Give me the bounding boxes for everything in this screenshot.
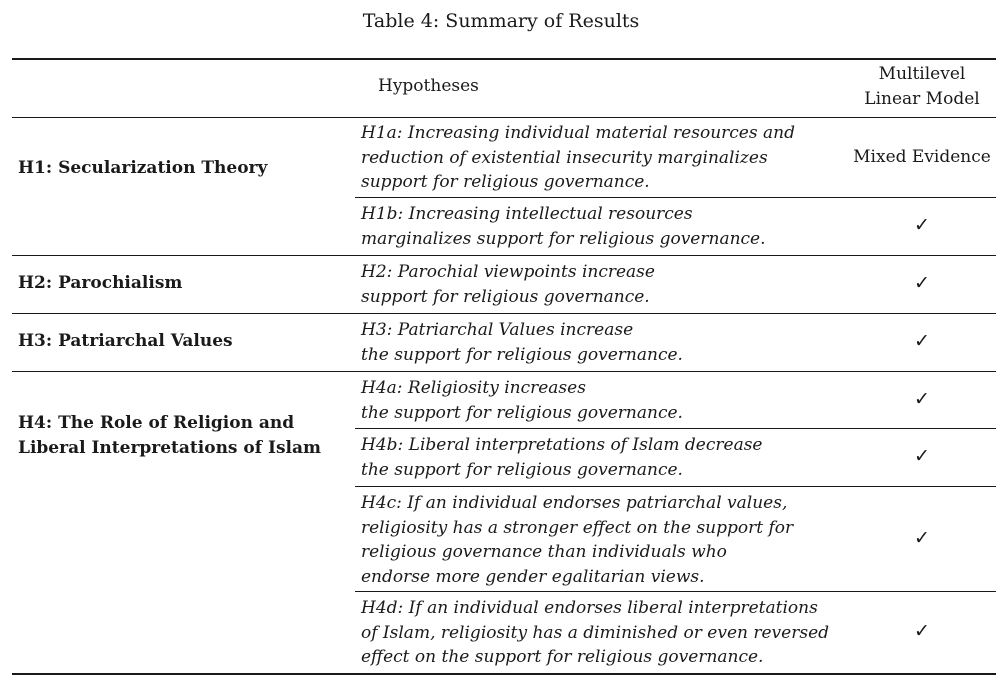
hypothesis-line: H3: Patriarchal Values increase — [361, 320, 634, 340]
group-label-h4 — [18, 411, 321, 460]
hypothesis-line: H1a: Increasing individual material resources and — [361, 123, 795, 143]
row-divider — [355, 428, 996, 429]
hypothesis-text-h4d — [361, 596, 829, 670]
bottom-rule — [12, 673, 996, 675]
hypothesis-line: H4b: Liberal interpretations of Islam decrease — [361, 435, 763, 455]
result-h4c: ✓ — [914, 527, 930, 549]
group-label-h4-line2: Liberal Interpretations of Islam — [18, 437, 321, 458]
hypothesis-text-h1a — [361, 121, 795, 195]
group-divider — [12, 255, 996, 256]
header-model-line2: Linear Model — [864, 88, 980, 109]
group-label-h1: H1: Secularization Theory — [18, 158, 268, 178]
hypothesis-text-h4a — [361, 376, 683, 425]
hypothesis-line: H4d: If an individual endorses liberal interpretations — [361, 598, 818, 618]
group-label-h4-line1: H4: The Role of Religion and — [18, 413, 295, 433]
group-label-h2: H2: Parochialism — [18, 273, 183, 293]
hypothesis-line: H4c: If an individual endorses patriarchal values, — [361, 493, 788, 513]
hypothesis-text-h4b — [361, 433, 762, 482]
table-caption: Table 4: Summary of Results — [362, 10, 640, 32]
header-model-line1: Multilevel — [878, 64, 966, 84]
hypothesis-text-h3 — [361, 318, 683, 367]
row-divider — [355, 591, 996, 592]
hypothesis-line: H4a: Religiosity increases — [361, 378, 586, 398]
result-h4d: ✓ — [914, 620, 930, 642]
hypothesis-line: the support for religious governance. — [361, 402, 683, 423]
result-h1b: ✓ — [914, 214, 930, 236]
result-h4a: ✓ — [914, 388, 930, 410]
hypothesis-line: of Islam, religiosity has a diminished or even reversed — [361, 622, 830, 643]
hypothesis-line: endorse more gender egalitarian views. — [361, 566, 705, 587]
hypothesis-line: H2: Parochial viewpoints increase — [361, 262, 655, 282]
hypothesis-text-h4c — [361, 491, 793, 589]
row-divider — [355, 486, 996, 487]
hypothesis-text-h1b — [361, 202, 766, 251]
result-h2: ✓ — [914, 272, 930, 294]
hypothesis-line: the support for religious governance. — [361, 344, 683, 365]
hypothesis-line: religiosity has a stronger effect on the support for — [361, 517, 794, 538]
hypothesis-line: marginalizes support for religious governance. — [361, 228, 766, 249]
group-divider — [12, 371, 996, 372]
hypothesis-line: reduction of existential insecurity marginalizes — [361, 147, 768, 168]
header-hypotheses: Hypotheses — [378, 76, 479, 96]
group-label-h3: H3: Patriarchal Values — [18, 331, 233, 351]
result-h1a: Mixed Evidence — [853, 147, 991, 167]
top-rule — [12, 58, 996, 60]
hypothesis-line: effect on the support for religious governance. — [361, 647, 764, 667]
hypothesis-line: support for religious governance. — [361, 286, 650, 307]
row-divider — [355, 197, 996, 198]
header-rule — [12, 117, 996, 118]
hypothesis-text-h2 — [361, 260, 655, 309]
result-h4b: ✓ — [914, 445, 930, 467]
hypothesis-line: support for religious governance. — [361, 172, 650, 192]
hypothesis-line: H1b: Increasing intellectual resources — [361, 204, 693, 224]
result-h3: ✓ — [914, 330, 930, 352]
hypothesis-line: religious governance than individuals who — [361, 542, 727, 562]
hypothesis-line: the support for religious governance. — [361, 459, 683, 480]
header-model — [848, 62, 996, 111]
group-divider — [12, 313, 996, 314]
